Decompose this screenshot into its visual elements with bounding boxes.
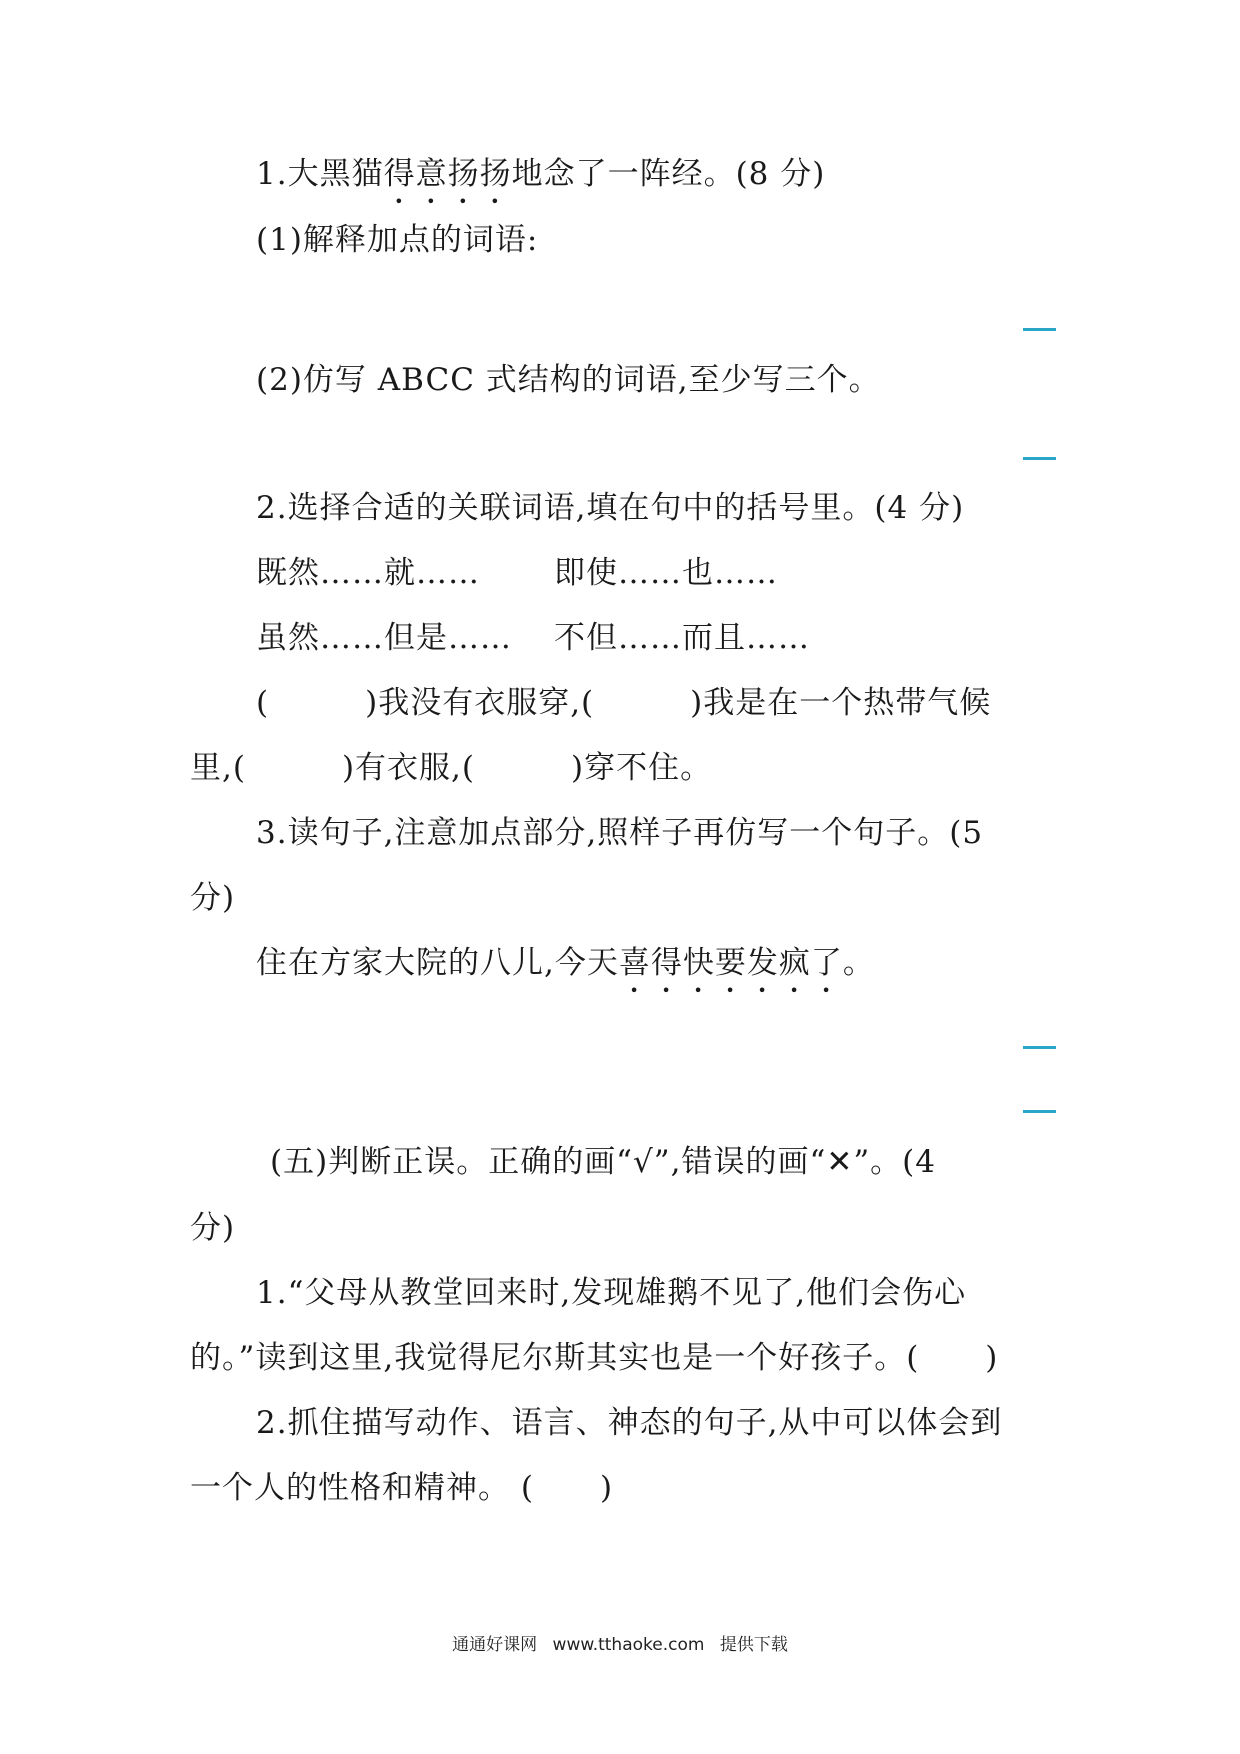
q1-dotted-word: 得意扬扬: [383, 156, 512, 192]
q3-title-line2: 分): [190, 880, 236, 916]
q3-ex-dotted: 喜得快要发疯了: [618, 945, 843, 981]
section5-title-line2: 分): [190, 1210, 236, 1246]
footer-site-name: 通通好课网: [452, 1635, 538, 1655]
q1-sub1: (1)解释加点的词语:: [256, 222, 539, 258]
option-jishi: 即使……也……: [554, 555, 778, 591]
option-jiran: 既然……就……: [256, 555, 480, 591]
s5-q1-text: 的。”读到这里,我觉得尼尔斯其实也是一个好孩子。(: [190, 1340, 920, 1376]
q1-sub2: (2)仿写 ABCC 式结构的词语,至少写三个。: [256, 362, 881, 398]
q1-line: [256, 154, 825, 211]
section5-title-line1: (五)判断正误。正确的画“√”,错误的画“✕”。(4: [270, 1144, 936, 1180]
s5-q1-line2: [190, 1338, 998, 1378]
s5-q2-line1: 2.抓住描写动作、语言、神态的句子,从中可以体会到: [256, 1405, 1003, 1441]
s5-q2-line2: [190, 1468, 613, 1508]
s5-q1-line1: 1.“父母从教堂回来时,发现雄鹅不见了,他们会伤心: [256, 1275, 967, 1311]
q2-sentence-line2: [190, 748, 712, 788]
q3-example: [256, 943, 875, 1000]
s5-q2-text: 一个人的性格和精神。 (: [190, 1470, 534, 1506]
q2-l2-start: 里,(: [190, 750, 246, 786]
q3-ex-post: 。: [842, 945, 875, 981]
q3-ex-pre: 住在方家大院的八儿,今天: [256, 945, 619, 981]
q3-title-line1: 3.读句子,注意加点部分,照样子再仿写一个句子。(5: [256, 815, 984, 851]
option-suiran: 虽然……但是……: [256, 620, 512, 656]
footer-url[interactable]: www.tthaoke.com: [552, 1635, 705, 1655]
q1-post: 地念了一阵经。(8 分): [511, 156, 826, 192]
s5-q2-close: ): [599, 1470, 614, 1506]
answer-line-3: [1023, 1046, 1056, 1049]
option-budan: 不但……而且……: [554, 620, 810, 656]
q1-pre: 1.大黑猫: [256, 156, 384, 192]
footer: [0, 1630, 1240, 1655]
answer-line-1: [1023, 328, 1056, 331]
s5-q1-close: ): [985, 1340, 999, 1376]
answer-line-4: [1023, 1110, 1056, 1113]
footer-suffix: 提供下载: [719, 1635, 788, 1655]
q2-l1-end: )我是在一个热带气候: [690, 685, 992, 721]
paren-open-1: (: [256, 685, 270, 721]
q2-l1-mid: )我没有衣服穿,(: [365, 685, 595, 721]
q2-l2-mid: )有衣服,(: [341, 750, 475, 786]
q2-sentence-line1: [256, 683, 991, 723]
q2-title: 2.选择合适的关联词语,填在句中的括号里。(4 分): [256, 490, 965, 526]
q2-options-row2: [256, 618, 810, 658]
answer-line-2: [1023, 457, 1056, 460]
q2-options-row1: [256, 553, 778, 593]
q2-l2-end: )穿不住。: [571, 750, 713, 786]
